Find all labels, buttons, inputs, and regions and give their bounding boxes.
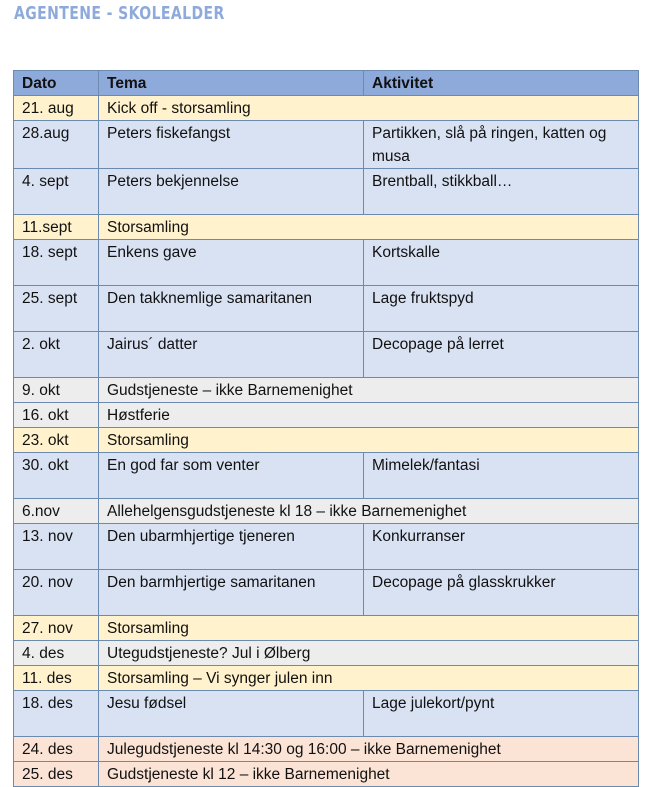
table-row xyxy=(14,332,639,378)
theme-cell: Den ubarmhjertige tjeneren xyxy=(99,524,364,570)
activity-cell: Mimelek/fantasi xyxy=(364,453,639,499)
theme-cell: Peters bekjennelse xyxy=(99,169,364,215)
table-row xyxy=(14,378,639,403)
table-row xyxy=(14,570,639,616)
header-activity: Aktivitet xyxy=(364,71,639,96)
theme-cell: Storsamling – Vi synger julen inn xyxy=(99,666,639,691)
table-row xyxy=(14,403,639,428)
table-row xyxy=(14,453,639,499)
theme-cell: En god far som venter xyxy=(99,453,364,499)
table-row xyxy=(14,666,639,691)
activity-cell: Decopage på glasskrukker xyxy=(364,570,639,616)
date-cell: 11.sept xyxy=(14,215,99,240)
table-row xyxy=(14,169,639,215)
table-row xyxy=(14,762,639,787)
date-cell: 18. sept xyxy=(14,240,99,286)
header-theme: Tema xyxy=(99,71,364,96)
table-header-row xyxy=(14,71,639,96)
date-cell: 20. nov xyxy=(14,570,99,616)
theme-cell: Enkens gave xyxy=(99,240,364,286)
table-row xyxy=(14,499,639,524)
theme-cell: Gudstjeneste – ikke Barnemenighet xyxy=(99,378,639,403)
table-row xyxy=(14,737,639,762)
activity-cell: Decopage på lerret xyxy=(364,332,639,378)
theme-cell: Allehelgensgudstjeneste kl 18 – ikke Barnemenighet xyxy=(99,499,639,524)
schedule-body xyxy=(14,96,639,787)
table-row xyxy=(14,691,639,737)
theme-cell: Gudstjeneste kl 12 – ikke Barnemenighet xyxy=(99,762,639,787)
table-row xyxy=(14,524,639,570)
date-cell: 9. okt xyxy=(14,378,99,403)
theme-cell: Storsamling xyxy=(99,616,639,641)
theme-cell: Storsamling xyxy=(99,428,639,453)
table-row xyxy=(14,286,639,332)
table-row xyxy=(14,121,639,169)
date-cell: 28.aug xyxy=(14,121,99,169)
theme-cell: Høstferie xyxy=(99,403,639,428)
activity-cell: Konkurranser xyxy=(364,524,639,570)
date-cell: 6.nov xyxy=(14,499,99,524)
date-cell: 30. okt xyxy=(14,453,99,499)
theme-cell: Jairus´ datter xyxy=(99,332,364,378)
theme-cell: Den takknemlige samaritanen xyxy=(99,286,364,332)
activity-cell: Lage fruktspyd xyxy=(364,286,639,332)
date-cell: 13. nov xyxy=(14,524,99,570)
date-cell: 16. okt xyxy=(14,403,99,428)
table-row xyxy=(14,641,639,666)
date-cell: 11. des xyxy=(14,666,99,691)
theme-cell: Den barmhjertige samaritanen xyxy=(99,570,364,616)
table-row xyxy=(14,240,639,286)
date-cell: 23. okt xyxy=(14,428,99,453)
table-row xyxy=(14,428,639,453)
schedule-table xyxy=(13,70,639,787)
date-cell: 27. nov xyxy=(14,616,99,641)
table-row xyxy=(14,96,639,121)
date-cell: 25. des xyxy=(14,762,99,787)
theme-cell: Jesu fødsel xyxy=(99,691,364,737)
date-cell: 2. okt xyxy=(14,332,99,378)
header-date: Dato xyxy=(14,71,99,96)
date-cell: 25. sept xyxy=(14,286,99,332)
table-row xyxy=(14,616,639,641)
table-row xyxy=(14,215,639,240)
date-cell: 24. des xyxy=(14,737,99,762)
date-cell: 21. aug xyxy=(14,96,99,121)
date-cell: 18. des xyxy=(14,691,99,737)
activity-cell: Kortskalle xyxy=(364,240,639,286)
theme-cell: Utegudstjeneste? Jul i Ølberg xyxy=(99,641,639,666)
theme-cell: Storsamling xyxy=(99,215,639,240)
theme-cell: Peters fiskefangst xyxy=(99,121,364,169)
activity-cell: Partikken, slå på ringen, katten og musa xyxy=(364,121,639,169)
theme-cell: Kick off - storsamling xyxy=(99,96,639,121)
theme-cell: Julegudstjeneste kl 14:30 og 16:00 – ikke Barnemenighet xyxy=(99,737,639,762)
activity-cell: Lage julekort/pynt xyxy=(364,691,639,737)
activity-cell: Brentball, stikkball… xyxy=(364,169,639,215)
page-title: AGENTENE - SKOLEALDER xyxy=(14,3,225,24)
date-cell: 4. des xyxy=(14,641,99,666)
date-cell: 4. sept xyxy=(14,169,99,215)
